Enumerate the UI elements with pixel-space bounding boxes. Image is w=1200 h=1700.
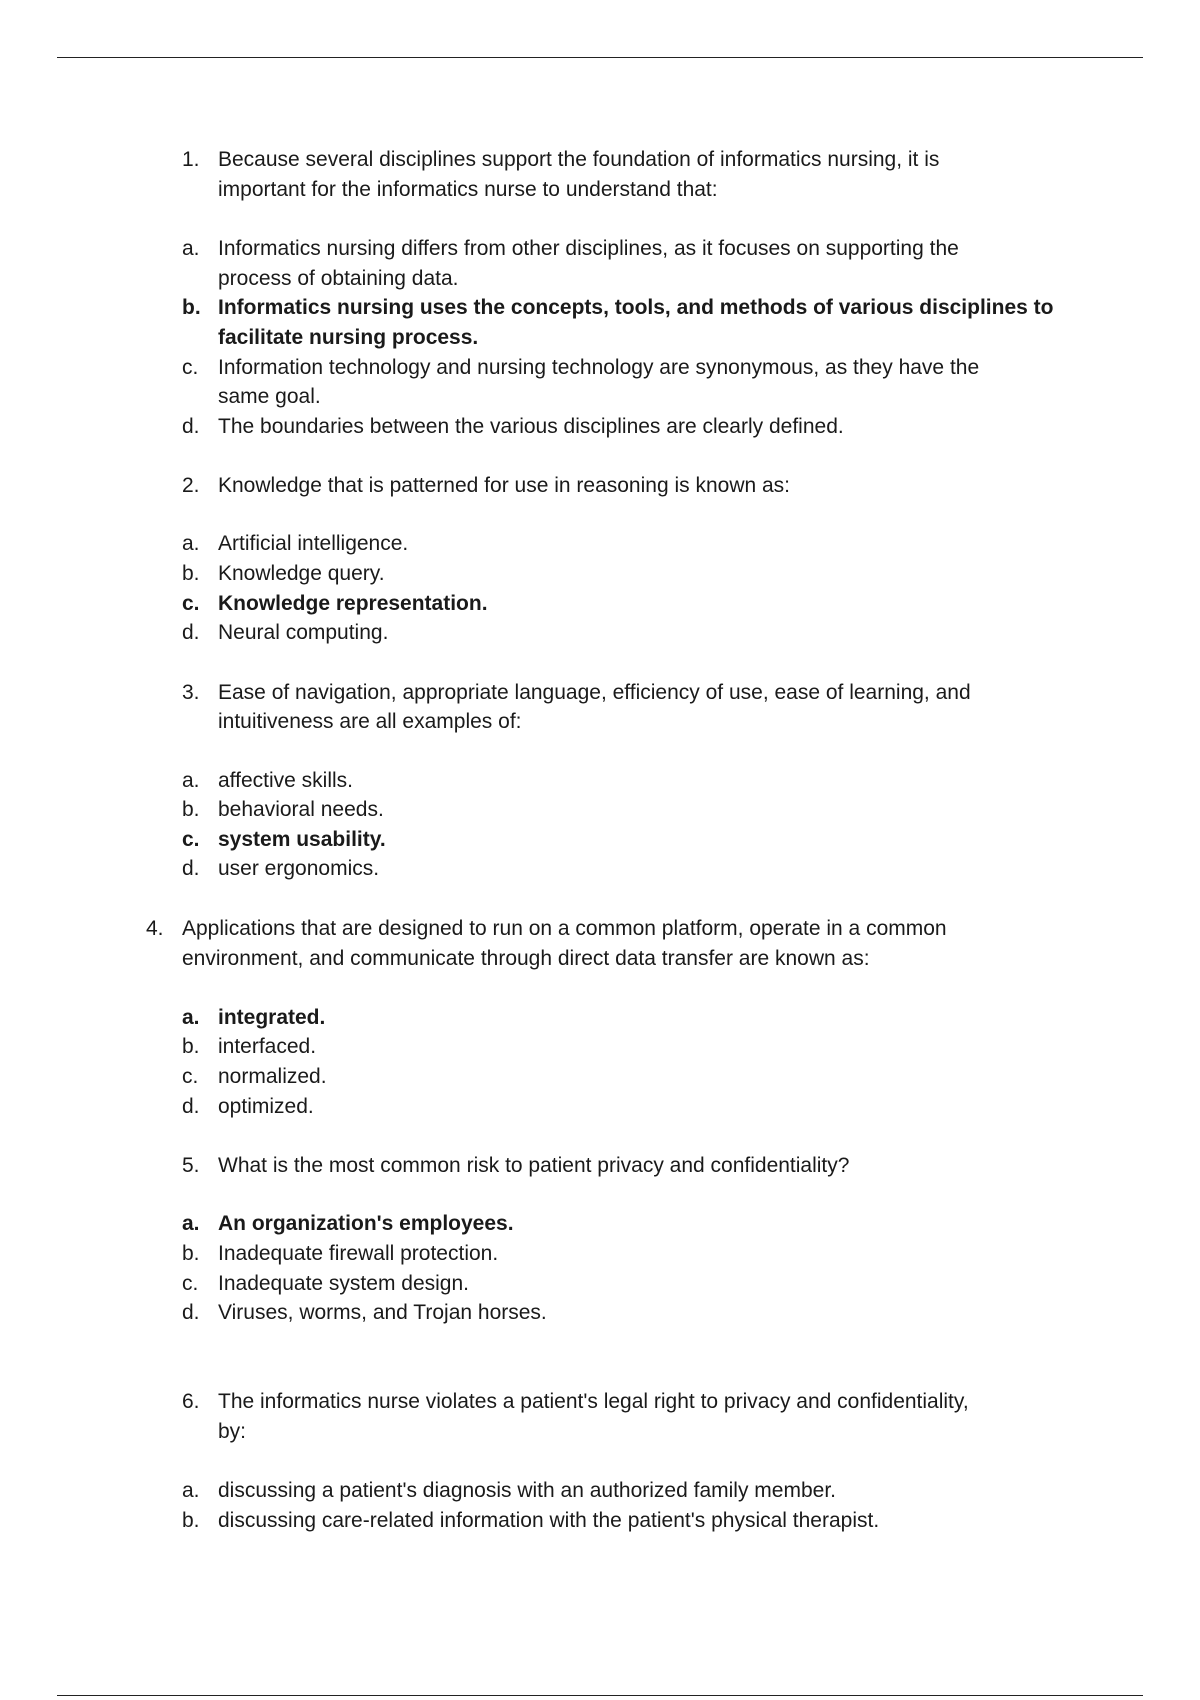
option-text: Neural computing. [218, 621, 389, 644]
option-text: An organization's employees. [218, 1212, 514, 1235]
option-text: Information technology and nursing technology are synonymous, as they have the [218, 356, 980, 379]
option-letter: c. [182, 356, 199, 379]
question-number: 5. [182, 1154, 200, 1177]
option-letter: d. [182, 857, 200, 880]
option-text: Informatics nursing uses the concepts, tools, and methods of various disciplines to [218, 296, 1054, 319]
question-number: 3. [182, 681, 200, 704]
option-text: Viruses, worms, and Trojan horses. [218, 1301, 547, 1324]
question-text: Ease of navigation, appropriate language, efficiency of use, ease of learning, and [218, 681, 971, 704]
bottom-rule [57, 1695, 1143, 1696]
question-text: Applications that are designed to run on a common platform, operate in a common [182, 917, 947, 940]
question-text: intuitiveness are all examples of: [218, 710, 522, 733]
question-number: 1. [182, 148, 200, 171]
option-letter: d. [182, 621, 200, 644]
option-letter: b. [182, 562, 200, 585]
question-text: Because several disciplines support the foundation of informatics nursing, it is [218, 148, 940, 171]
option-text: behavioral needs. [218, 798, 384, 821]
option-text: Knowledge representation. [218, 592, 488, 615]
option-letter: b. [182, 1242, 200, 1265]
option-letter: c. [182, 828, 200, 851]
option-letter: a. [182, 532, 200, 555]
option-letter: d. [182, 1301, 200, 1324]
option-text: Knowledge query. [218, 562, 385, 585]
option-text: affective skills. [218, 769, 353, 792]
question-number: 4. [146, 917, 164, 940]
option-letter: b. [182, 1035, 200, 1058]
option-letter: a. [182, 1212, 200, 1235]
question-text: environment, and communicate through direct data transfer are known as: [182, 947, 870, 970]
option-text: process of obtaining data. [218, 267, 459, 290]
question-text: Knowledge that is patterned for use in reasoning is known as: [218, 474, 791, 497]
option-text: interfaced. [218, 1035, 317, 1058]
option-letter: d. [182, 415, 200, 438]
option-letter: a. [182, 237, 200, 260]
question-number: 6. [182, 1390, 200, 1413]
option-letter: d. [182, 1095, 200, 1118]
option-letter: b. [182, 798, 200, 821]
option-letter: a. [182, 1006, 200, 1029]
option-text: normalized. [218, 1065, 327, 1088]
option-text: facilitate nursing process. [218, 326, 479, 349]
question-text: by: [218, 1420, 247, 1443]
question-text: The informatics nurse violates a patient's legal right to privacy and confidentiality, [218, 1390, 969, 1413]
top-rule [57, 57, 1143, 58]
option-text: Artificial intelligence. [218, 532, 409, 555]
option-text: integrated. [218, 1006, 326, 1029]
option-text: The boundaries between the various disciplines are clearly defined. [218, 415, 844, 438]
option-letter: c. [182, 1065, 199, 1088]
option-letter: c. [182, 592, 200, 615]
option-text: discussing a patient's diagnosis with an authorized family member. [218, 1479, 836, 1502]
option-text: system usability. [218, 828, 386, 851]
question-text: important for the informatics nurse to understand that: [218, 178, 718, 201]
option-letter: a. [182, 769, 200, 792]
option-letter: a. [182, 1479, 200, 1502]
option-text: optimized. [218, 1095, 314, 1118]
option-letter: c. [182, 1272, 199, 1295]
question-text: What is the most common risk to patient privacy and confidentiality? [218, 1154, 850, 1177]
option-text: Informatics nursing differs from other disciplines, as it focuses on supporting the [218, 237, 959, 260]
option-letter: b. [182, 296, 201, 319]
option-letter: b. [182, 1509, 200, 1532]
option-text: Inadequate firewall protection. [218, 1242, 499, 1265]
question-number: 2. [182, 474, 200, 497]
option-text: user ergonomics. [218, 857, 380, 880]
option-text: discussing care-related information with the patient's physical therapist. [218, 1509, 880, 1532]
option-text: same goal. [218, 385, 321, 408]
option-text: Inadequate system design. [218, 1272, 469, 1295]
